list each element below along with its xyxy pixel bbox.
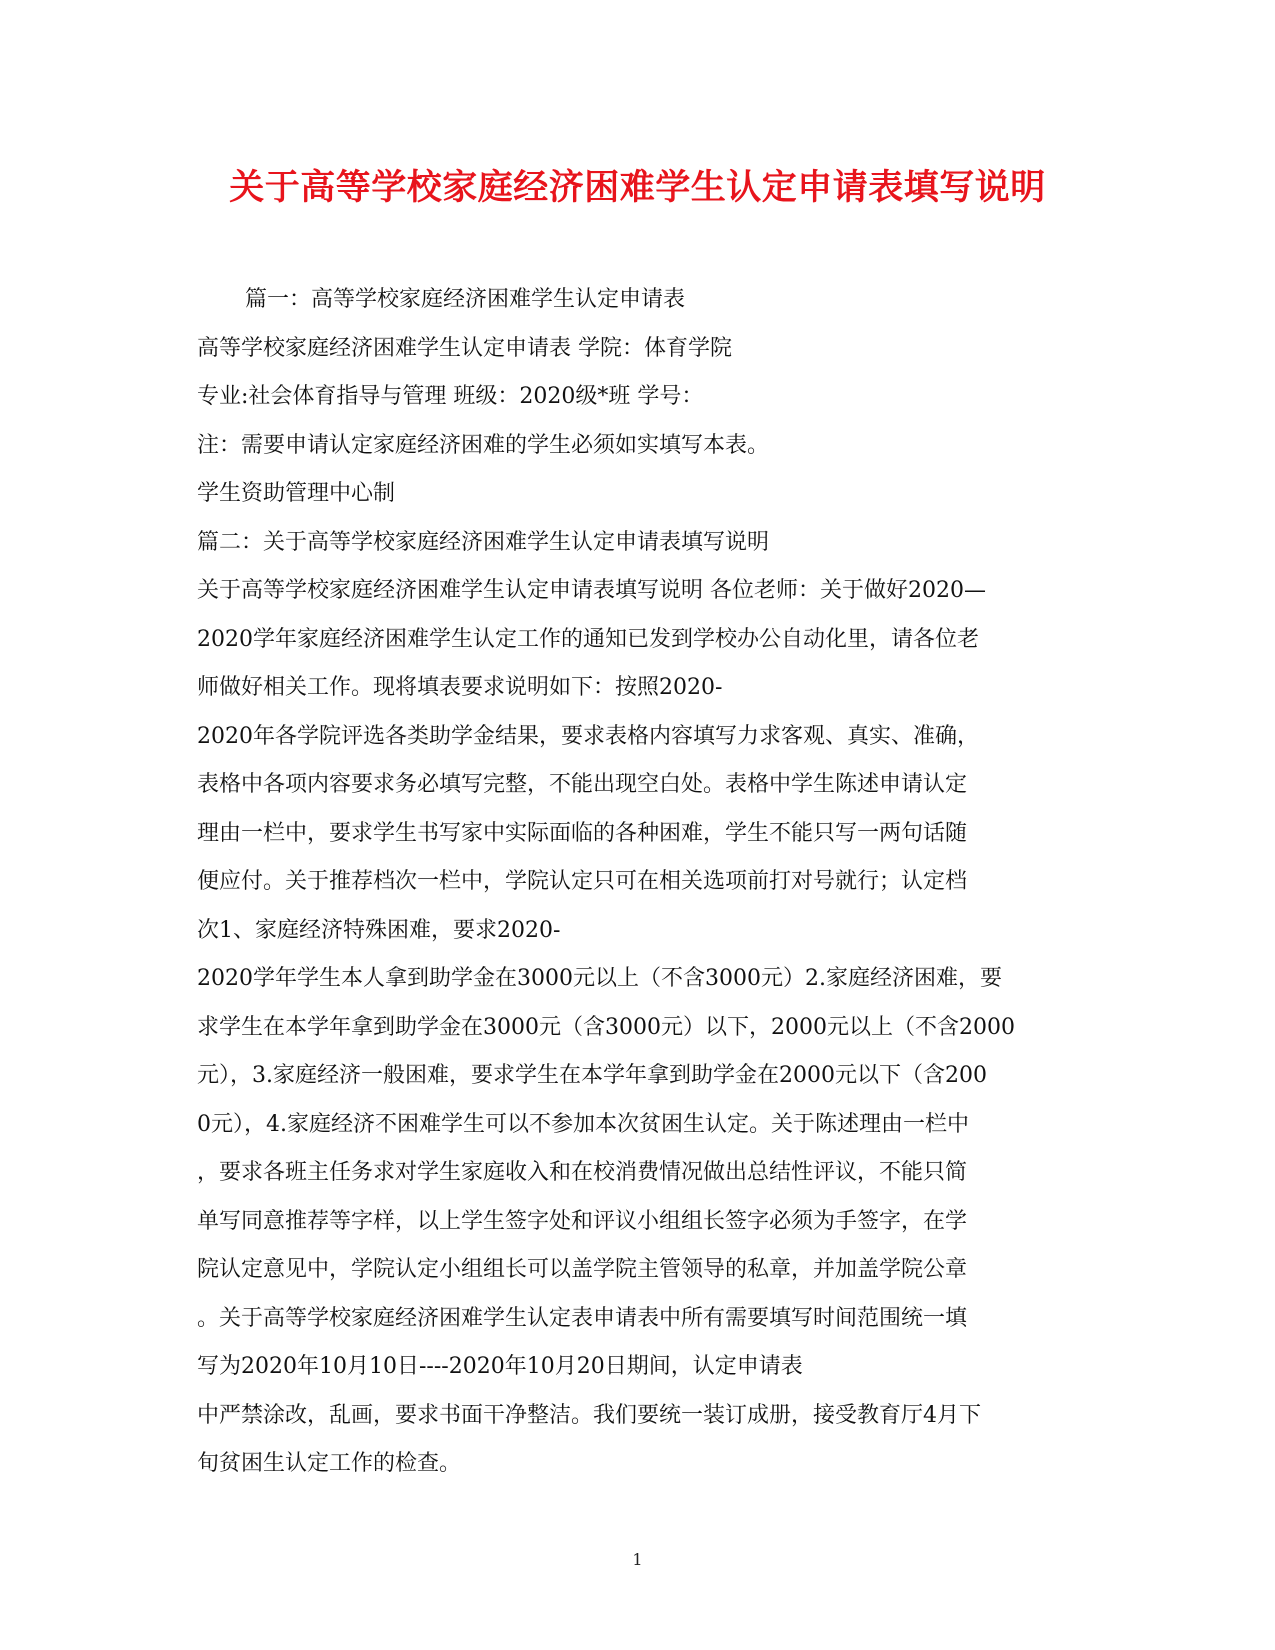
paragraph-line: 表格中各项内容要求务必填写完整，不能出现空白处。表格中学生陈述申请认定 [197, 772, 968, 797]
document-body [197, 276, 1079, 1489]
paragraph-line: 师做好相关工作。现将填表要求说明如下：按照2020- [197, 675, 723, 700]
paragraph-line: 旬贫困生认定工作的检查。 [197, 1451, 462, 1476]
paragraph-line: 注：需要申请认定家庭经济困难的学生必须如实填写本表。 [197, 432, 770, 458]
paragraph-line: 高等学校家庭经济困难学生认定申请表 学院：体育学院 [197, 335, 732, 361]
page-number: 1 [632, 1550, 643, 1569]
paragraph-line: 院认定意见中，学院认定小组组长可以盖学院主管领导的私章，并加盖学院公章 [197, 1257, 968, 1282]
paragraph-line: 学生资助管理中心制 [197, 481, 396, 506]
paragraph-line: 单写同意推荐等字样，以上学生签字处和评议小组组长签字必须为手签字，在学 [197, 1208, 968, 1234]
paragraph-line: 。关于高等学校家庭经济困难学生认定表申请表中所有需要填写时间范围统一填 [197, 1305, 968, 1331]
paragraph-line: ，要求各班主任务求对学生家庭收入和在校消费情况做出总结性评议，不能只简 [197, 1160, 968, 1185]
paragraph-line: 2020年各学院评选各类助学金结果，要求表格内容填写力求客观、真实、准确， [197, 723, 979, 749]
paragraph-line: 理由一栏中，要求学生书写家中实际面临的各种困难，学生不能只写一两句话随 [197, 820, 968, 846]
paragraph-line: 篇二：关于高等学校家庭经济困难学生认定申请表填写说明 [197, 529, 770, 555]
paragraph-line: 关于高等学校家庭经济困难学生认定申请表填写说明 各位老师：关于做好2020— [197, 578, 986, 603]
paragraph-line: 0元），4.家庭经济不困难学生可以不参加本次贫困生认定。关于陈述理由一栏中 [197, 1111, 969, 1137]
paragraph-line: 求学生在本学年拿到助学金在3000元（含3000元）以下，2000元以上（不含2000 [197, 1014, 1015, 1040]
paragraph-line: 写为2020年10月10日----2020年10月20日期间，认定申请表 [197, 1354, 803, 1379]
paragraph-line: 次1、家庭经济特殊困难，要求2020- [197, 917, 561, 943]
paragraph-line: 2020学年学生本人拿到助学金在3000元以上（不含3000元）2.家庭经济困难，要 [197, 966, 1002, 991]
paragraph-line: 元），3.家庭经济一般困难，要求学生在本学年拿到助学金在2000元以下（含200 [197, 1063, 987, 1088]
paragraph-line: 专业:社会体育指导与管理 班级：2020级*班 学号： [197, 384, 704, 409]
paragraph-line: 便应付。关于推荐档次一栏中，学院认定只可在相关选项前打对号就行；认定档 [197, 869, 968, 894]
paragraph-line: 篇一：高等学校家庭经济困难学生认定申请表 [245, 287, 686, 312]
document-title: 关于高等学校家庭经济困难学生认定申请表填写说明 [229, 168, 1046, 208]
paragraph-line: 2020学年家庭经济困难学生认定工作的通知已发到学校办公自动化里，请各位老 [197, 626, 979, 652]
paragraph-line: 中严禁涂改，乱画，要求书面干净整洁。我们要统一装订成册，接受教育厅4月下 [197, 1402, 981, 1428]
